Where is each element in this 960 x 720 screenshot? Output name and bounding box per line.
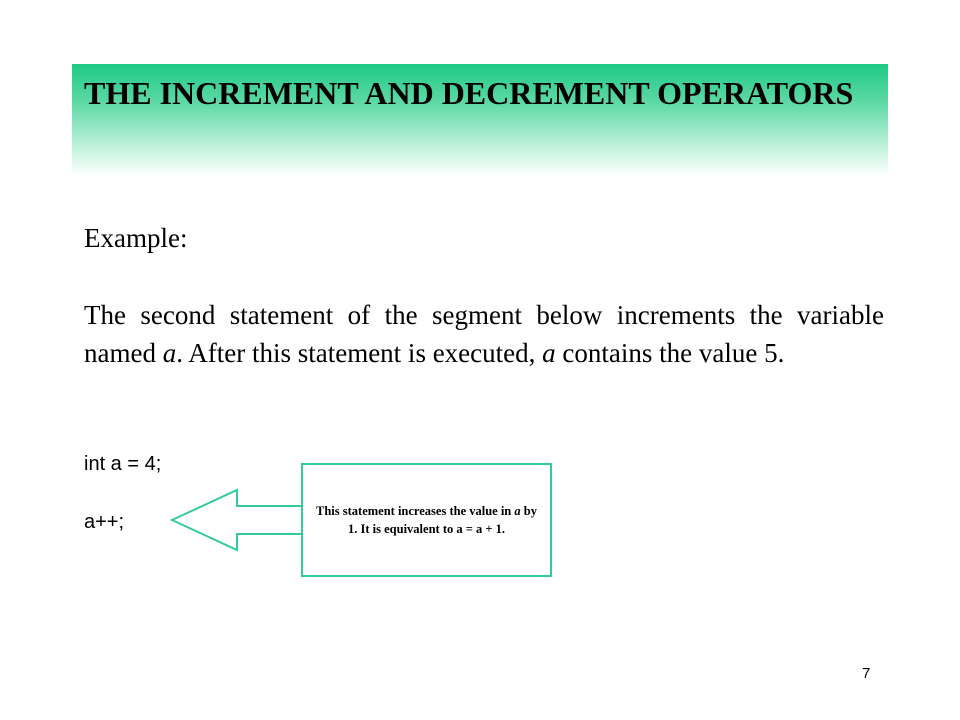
- callout-text-1: This statement increases the value in: [316, 504, 515, 518]
- code-line-increment: a++;: [84, 511, 125, 533]
- callout-var-a: a: [514, 504, 521, 518]
- paragraph-text-3: contains the value 5.: [555, 338, 785, 368]
- callout-text: [313, 502, 541, 538]
- callout-box: [301, 463, 552, 577]
- slide-title: THE INCREMENT AND DECREMENT OPERATORS: [84, 75, 854, 111]
- paragraph-text-2: . After this statement is executed,: [176, 338, 543, 368]
- paragraph-var-a-1: a: [162, 338, 177, 368]
- paragraph-text-1: The second statement of the segment below increments the variable named: [84, 300, 884, 368]
- page-number: 7: [862, 665, 871, 682]
- example-label: Example:: [84, 223, 188, 253]
- body-paragraph: [84, 296, 884, 372]
- paragraph-var-a-2: a: [542, 338, 556, 368]
- left-arrow-icon: [170, 488, 305, 552]
- code-line-declaration: int a = 4;: [84, 453, 162, 475]
- left-arrow-shape: [172, 490, 303, 550]
- callout-text-2: by 1. It is equivalent to a = a + 1.: [348, 504, 537, 536]
